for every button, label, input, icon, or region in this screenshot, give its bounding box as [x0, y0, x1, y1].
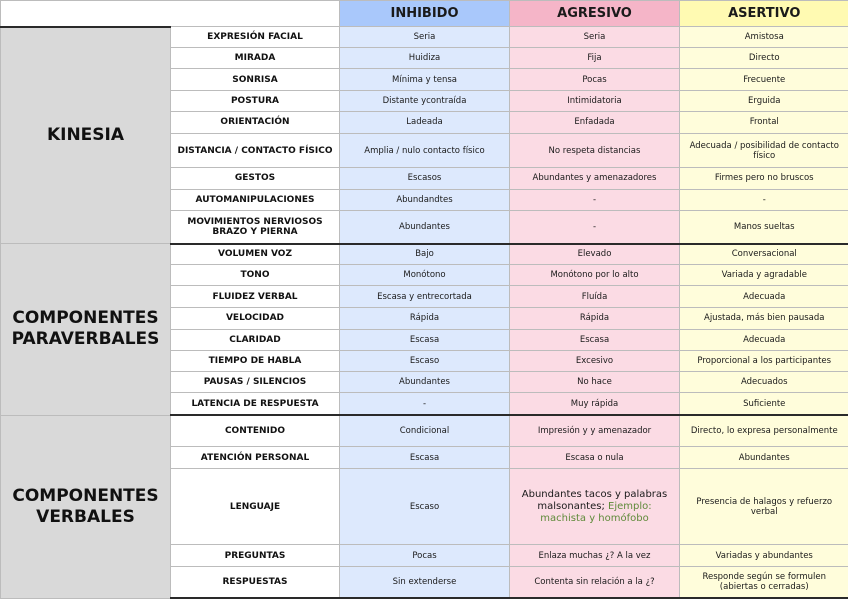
row-label: POSTURA [171, 90, 340, 111]
cell-asertivo: Firmes pero no bruscos [680, 168, 848, 189]
cell-agresivo [510, 469, 680, 545]
cell-inhibido: Escasos [340, 168, 510, 189]
cell-asertivo: Erguida [680, 90, 848, 111]
cell-agresivo: Enfadada [510, 111, 680, 133]
header-agresivo: AGRESIVO [510, 1, 680, 27]
cell-inhibido: Ladeada [340, 111, 510, 133]
cell-inhibido: Huidiza [340, 48, 510, 69]
cell-inhibido: Mínima y tensa [340, 69, 510, 90]
cell-inhibido: Escasa [340, 329, 510, 350]
cell-agresivo: Muy rápida [510, 393, 680, 415]
cell-inhibido: Escaso [340, 351, 510, 372]
row-label: VOLUMEN VOZ [171, 244, 340, 265]
cell-agresivo: Excesivo [510, 351, 680, 372]
cell-agresivo: Pocas [510, 69, 680, 90]
row-label: ATENCIÓN PERSONAL [171, 446, 340, 468]
cell-asertivo: Suficiente [680, 393, 848, 415]
cell-inhibido: Bajo [340, 244, 510, 265]
cell-agresivo: No hace [510, 372, 680, 393]
cell-asertivo: Manos sueltas [680, 210, 848, 243]
cell-inhibido: Monótono [340, 265, 510, 286]
cell-asertivo: Amistosa [680, 27, 848, 48]
cell-inhibido: Amplia / nulo contacto físico [340, 134, 510, 168]
cell-agresivo: - [510, 210, 680, 243]
cell-agresivo: Impresión y y amenazador [510, 415, 680, 446]
table-row [1, 244, 848, 265]
cell-inhibido: Distante ycontraída [340, 90, 510, 111]
cell-agresivo: Elevado [510, 244, 680, 265]
cell-asertivo: Variada y agradable [680, 265, 848, 286]
cell-asertivo: Directo [680, 48, 848, 69]
row-label: RESPUESTAS [171, 567, 340, 598]
category-cell: COMPONENTES VERBALES [1, 415, 171, 598]
cell-agresivo: Contenta sin relación a la ¿? [510, 567, 680, 598]
cell-asertivo: Responde según se formulen (abiertas o cerradas) [680, 567, 848, 598]
table-body [1, 27, 848, 599]
row-label: AUTOMANIPULACIONES [171, 189, 340, 210]
row-label: FLUIDEZ VERBAL [171, 286, 340, 307]
row-label: PAUSAS / SILENCIOS [171, 372, 340, 393]
cell-inhibido: Rápida [340, 307, 510, 329]
table-row [1, 27, 848, 48]
cell-inhibido: Sin extenderse [340, 567, 510, 598]
row-label: MIRADA [171, 48, 340, 69]
cell-inhibido: Seria [340, 27, 510, 48]
row-label: GESTOS [171, 168, 340, 189]
cell-asertivo: Ajustada, más bien pausada [680, 307, 848, 329]
cell-inhibido: Condicional [340, 415, 510, 446]
cell-asertivo: Frecuente [680, 69, 848, 90]
cell-agresivo: Intimidatoria [510, 90, 680, 111]
row-label: LATENCIA DE RESPUESTA [171, 393, 340, 415]
cell-agresivo: Monótono por lo alto [510, 265, 680, 286]
cell-inhibido: Abundandtes [340, 189, 510, 210]
header-asertivo: ASERTIVO [680, 1, 848, 27]
cell-inhibido: Abundantes [340, 372, 510, 393]
category-cell: KINESIA [1, 27, 171, 244]
table-row [1, 415, 848, 446]
cell-inhibido: Abundantes [340, 210, 510, 243]
row-label: VELOCIDAD [171, 307, 340, 329]
cell-asertivo: Directo, lo expresa personalmente [680, 415, 848, 446]
cell-agresivo: Escasa [510, 329, 680, 350]
cell-agresivo: Enlaza muchas ¿? A la vez [510, 544, 680, 566]
cell-asertivo: Adecuados [680, 372, 848, 393]
cell-agresivo: Seria [510, 27, 680, 48]
cell-asertivo: Adecuada / posibilidad de contacto físico [680, 134, 848, 168]
cell-asertivo: Proporcional a los participantes [680, 351, 848, 372]
cell-asertivo: Presencia de halagos y refuerzo verbal [680, 469, 848, 545]
cell-inhibido: Escasa [340, 446, 510, 468]
cell-asertivo: Variadas y abundantes [680, 544, 848, 566]
example-highlight: Ejemplo: machista y homófobo [540, 500, 652, 524]
cell-asertivo: - [680, 189, 848, 210]
cell-agresivo: No respeta distancias [510, 134, 680, 168]
category-cell: COMPONENTES PARAVERBALES [1, 244, 171, 416]
row-label: MOVIMIENTOS NERVIOSOS BRAZO Y PIERNA [171, 210, 340, 243]
header-inhibido: INHIBIDO [340, 1, 510, 27]
row-label: SONRISA [171, 69, 340, 90]
header-row [1, 1, 848, 27]
cell-agresivo: Abundantes y amenazadores [510, 168, 680, 189]
cell-inhibido: - [340, 393, 510, 415]
row-label: CONTENIDO [171, 415, 340, 446]
cell-agresivo: - [510, 189, 680, 210]
cell-agresivo: Rápida [510, 307, 680, 329]
row-label: TIEMPO DE HABLA [171, 351, 340, 372]
cell-asertivo: Frontal [680, 111, 848, 133]
row-label: LENGUAJE [171, 469, 340, 545]
cell-inhibido: Escasa y entrecortada [340, 286, 510, 307]
cell-asertivo: Adecuada [680, 286, 848, 307]
cell-agresivo: Escasa o nula [510, 446, 680, 468]
row-label: TONO [171, 265, 340, 286]
header-blank-cell [1, 1, 340, 27]
row-label: DISTANCIA / CONTACTO FÍSICO [171, 134, 340, 168]
cell-text: Abundantes tacos y palabras malsonantes; [521, 488, 668, 512]
row-label: EXPRESIÓN FACIAL [171, 27, 340, 48]
row-label: ORIENTACIÓN [171, 111, 340, 133]
row-label: CLARIDAD [171, 329, 340, 350]
cell-asertivo: Conversacional [680, 244, 848, 265]
cell-asertivo: Adecuada [680, 329, 848, 350]
cell-asertivo: Abundantes [680, 446, 848, 468]
cell-inhibido: Pocas [340, 544, 510, 566]
cell-agresivo: Fluída [510, 286, 680, 307]
cell-agresivo: Fija [510, 48, 680, 69]
cell-inhibido: Escaso [340, 469, 510, 545]
row-label: PREGUNTAS [171, 544, 340, 566]
